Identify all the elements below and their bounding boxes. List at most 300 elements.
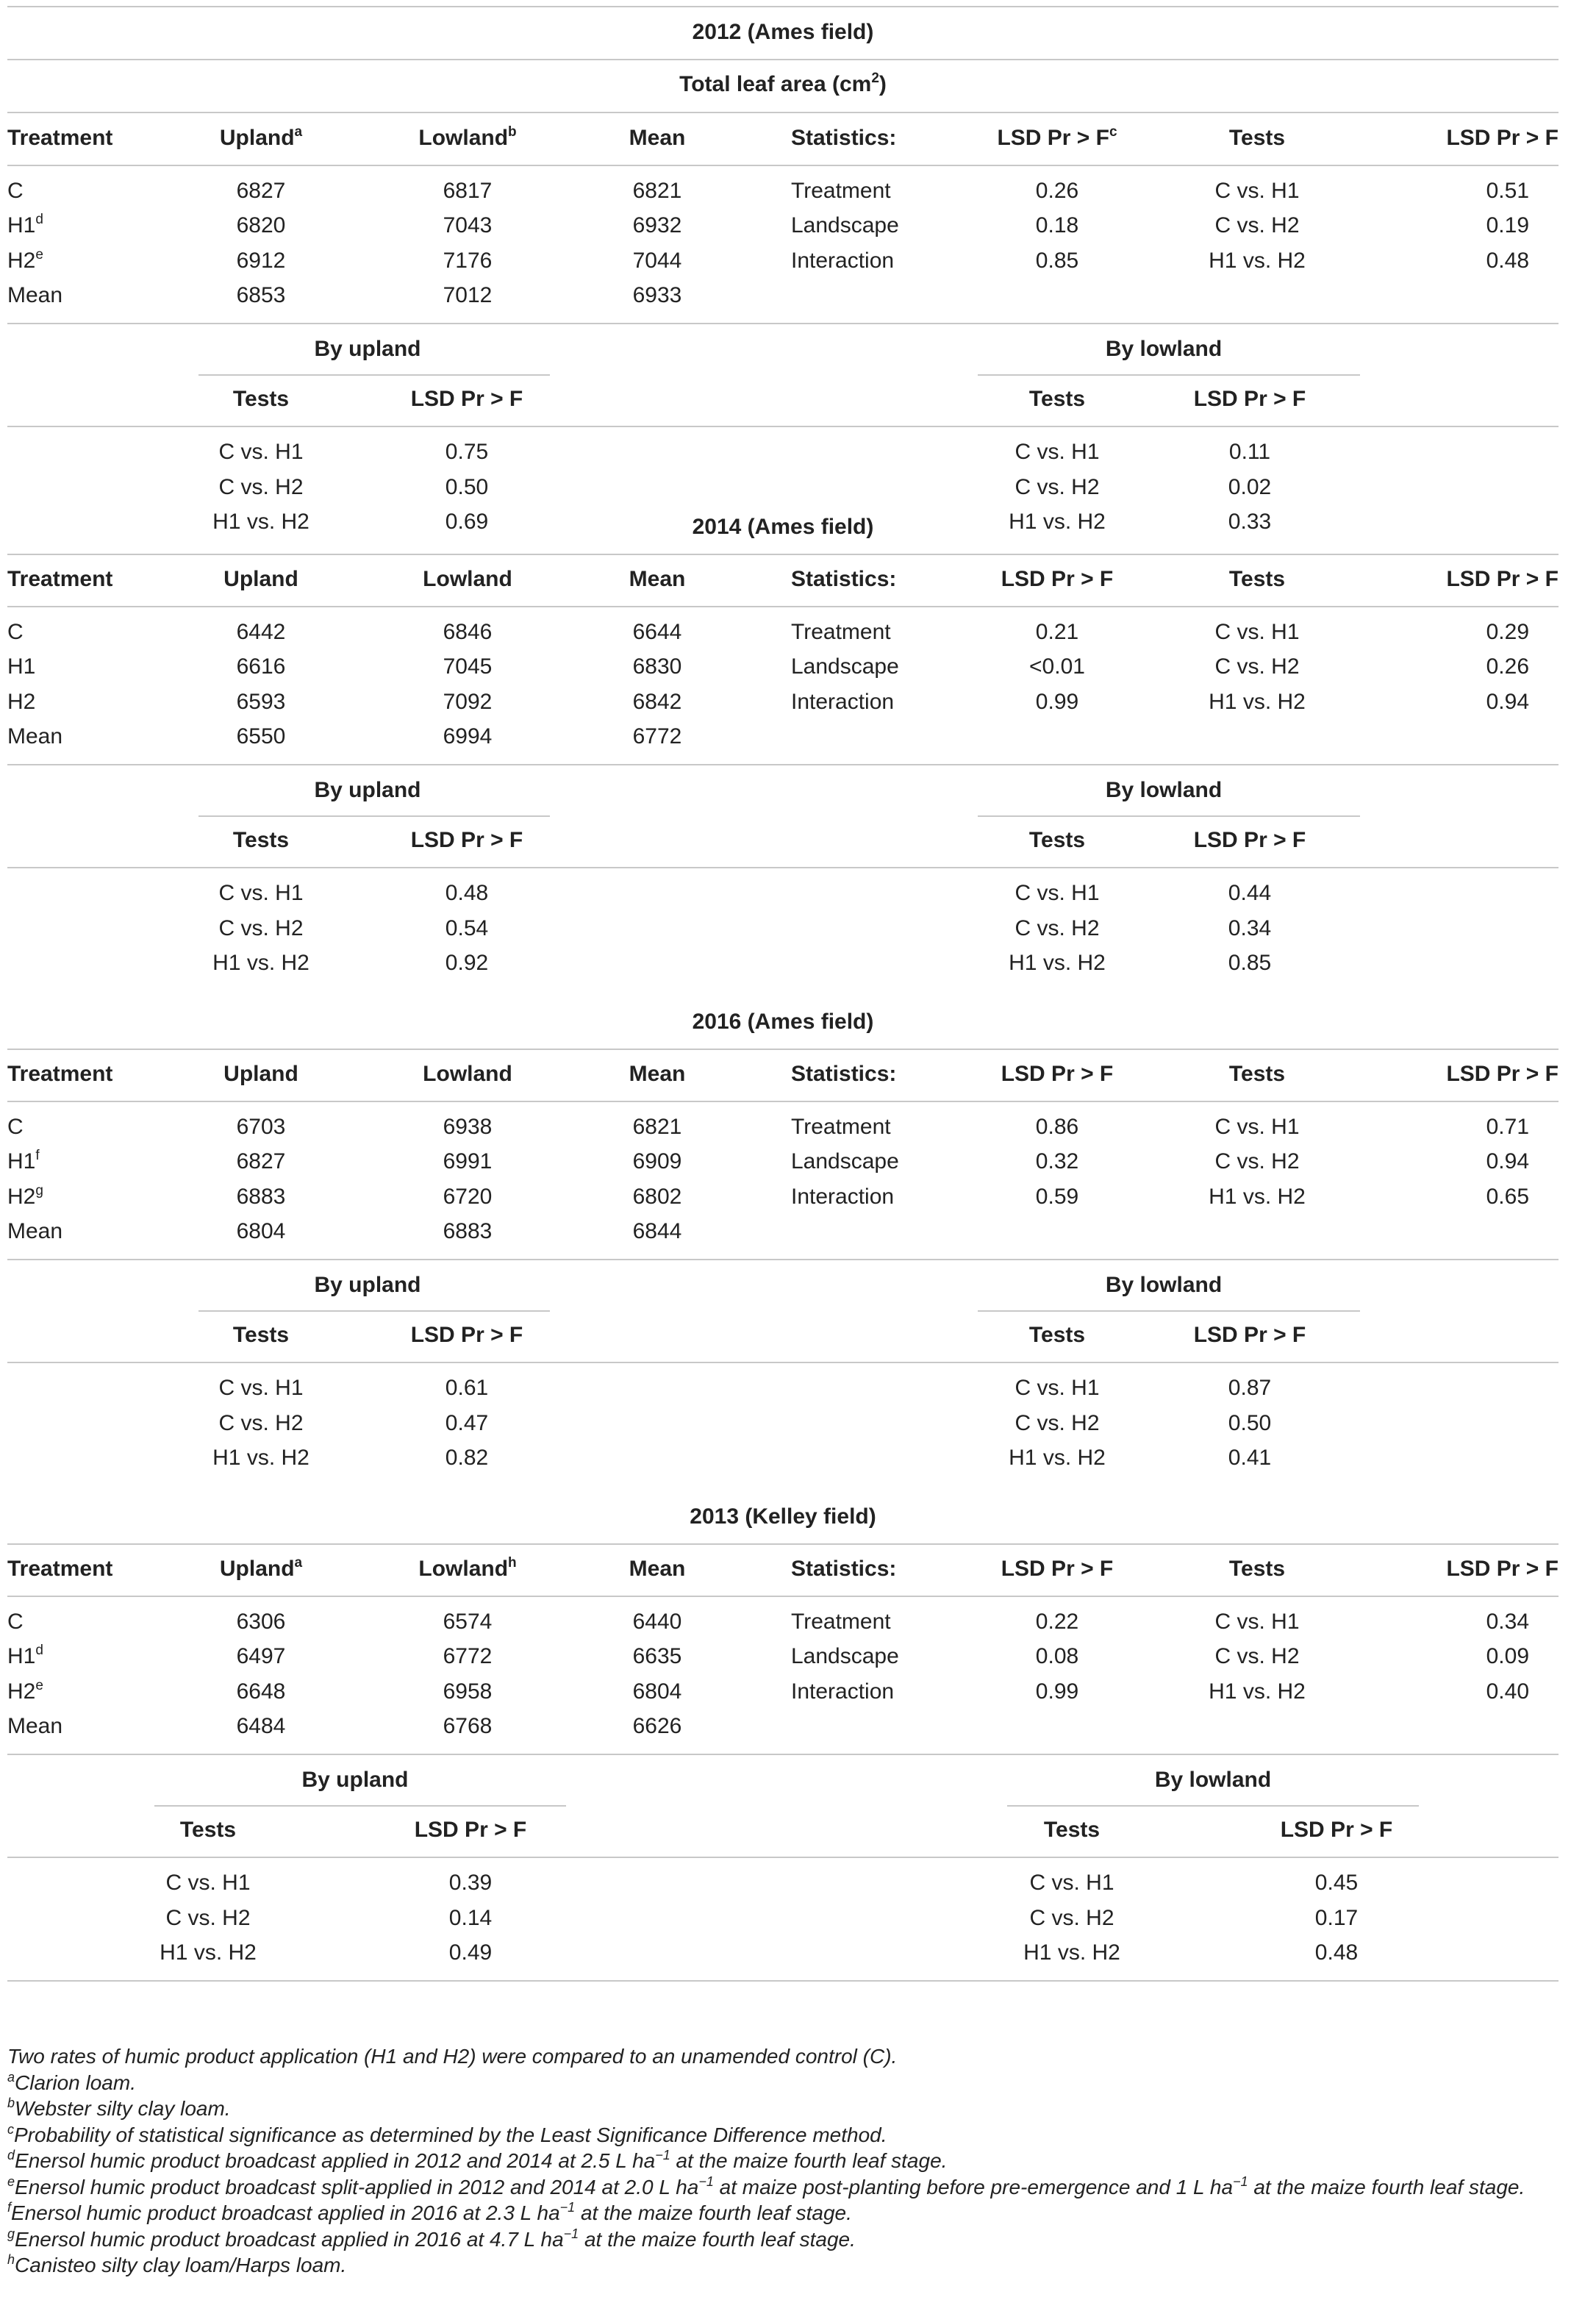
footnote-unit-sup: −1 xyxy=(1233,2174,1248,2189)
lowland-cell: 6958 xyxy=(443,1679,493,1704)
by-upland-test: H1 vs. H2 xyxy=(160,1940,257,1965)
test-name: C vs. H1 xyxy=(1214,620,1300,644)
treatment-cell-footnote-mark: g xyxy=(35,1182,43,1199)
statistic-name: Interaction xyxy=(791,248,895,273)
lowland-cell: 6817 xyxy=(443,179,493,203)
sub-header-rule xyxy=(7,426,1559,427)
treatment-cell xyxy=(7,212,43,239)
test-value: 0.94 xyxy=(1486,689,1529,714)
header-rule xyxy=(7,1101,1559,1102)
lowland-cell: 6991 xyxy=(443,1149,493,1174)
treatment-cell-text: C xyxy=(7,179,24,203)
footnote-unit-sup: −1 xyxy=(655,2148,670,2162)
header-lsd xyxy=(1001,566,1114,593)
header-upland xyxy=(220,1556,302,1582)
header-treatment: Treatment xyxy=(7,126,113,150)
by-upland-test: H1 vs. H2 xyxy=(212,950,309,975)
lowland-cell: 6574 xyxy=(443,1610,493,1634)
statistic-name: Landscape xyxy=(791,654,899,679)
footnote-text: Webster silty clay loam. xyxy=(15,2097,231,2120)
subtitle-sup: 2 xyxy=(871,71,879,86)
header-treatment: Treatment xyxy=(7,1557,113,1581)
treatment-cell xyxy=(7,1114,24,1140)
by-upland-test: C vs. H1 xyxy=(218,881,304,906)
upland-cell: 6804 xyxy=(236,1218,286,1243)
footnote-text: Enersol humic product broadcast applied in 2016 at 2.3 L ha xyxy=(11,2201,560,2224)
treatment-cell-text: H1 xyxy=(7,213,36,238)
sub-header-rule xyxy=(7,867,1559,868)
upland-cell: 6827 xyxy=(236,179,286,203)
test-name: C vs. H1 xyxy=(1214,1115,1300,1139)
upland-cell: 6820 xyxy=(236,213,286,238)
by-lowland-value: 0.11 xyxy=(1228,440,1271,465)
lowland-cell: 6720 xyxy=(443,1184,493,1209)
by-upland-test: C vs. H1 xyxy=(218,440,304,465)
header-statistics: Statistics: xyxy=(791,1062,897,1086)
statistic-name: Interaction xyxy=(791,689,895,714)
statistic-name: Interaction xyxy=(791,1679,895,1704)
mean-cell: 6626 xyxy=(632,1713,682,1738)
test-name: H1 vs. H2 xyxy=(1209,1679,1306,1704)
by-upland-value: 0.69 xyxy=(445,509,489,534)
upland-cell: 6593 xyxy=(236,689,286,714)
by-lowland-test: C vs. H2 xyxy=(1015,1410,1100,1435)
by-upland-value: 0.48 xyxy=(445,881,489,906)
footnote-unit-sup: −1 xyxy=(559,2200,576,2215)
treatment-cell-text: H2 xyxy=(7,248,36,273)
header-lowland xyxy=(423,1061,512,1087)
section-title: 2016 (Ames field) xyxy=(692,1010,874,1034)
header-lsd-text: LSD Pr > F xyxy=(997,126,1109,150)
top-rule xyxy=(7,6,1559,7)
statistic-name: Landscape xyxy=(791,1644,899,1669)
upland-cell: 6442 xyxy=(236,620,286,644)
header-lowland-text: Lowland xyxy=(418,126,509,150)
test-value: 0.34 xyxy=(1486,1610,1529,1634)
lowland-cell: 6883 xyxy=(443,1218,493,1243)
statistic-value: 0.22 xyxy=(1035,1610,1079,1634)
header-treatment: Treatment xyxy=(7,567,113,591)
by-lowland-test: H1 vs. H2 xyxy=(1009,509,1106,534)
by-lowland-test: C vs. H1 xyxy=(1015,440,1100,465)
by-upland-value: 0.75 xyxy=(445,440,489,465)
footnote-text: Enersol humic product broadcast applied in 2012 and 2014 at 2.5 L ha xyxy=(15,2149,656,2172)
footnote-unit-sup: −1 xyxy=(563,2226,579,2241)
mean-cell: 6932 xyxy=(632,213,682,238)
header-statistics: Statistics: xyxy=(791,1557,897,1581)
statistic-name: Treatment xyxy=(791,179,891,203)
by-upland-value: 0.54 xyxy=(445,915,489,940)
test-value: 0.94 xyxy=(1486,1149,1529,1174)
mean-cell: 6440 xyxy=(632,1610,682,1634)
by-upland-test: C vs. H2 xyxy=(218,1410,304,1435)
upland-cell: 6497 xyxy=(236,1644,286,1669)
by-upland-value: 0.61 xyxy=(445,1376,489,1401)
section-title: 2014 (Ames field) xyxy=(692,515,874,539)
by-upland-test: C vs. H2 xyxy=(218,915,304,940)
footnote-text: Clarion loam. xyxy=(15,2071,136,2094)
upland-cell: 6827 xyxy=(236,1149,286,1174)
rows-bottom-rule xyxy=(7,1259,1559,1260)
subtitle-rule xyxy=(7,112,1559,113)
treatment-cell xyxy=(7,1218,62,1245)
treatment-cell-text: H2 xyxy=(7,1679,36,1704)
treatment-cell-text: H1 xyxy=(7,654,36,679)
header-lsd-text: LSD Pr > F xyxy=(1001,1557,1114,1581)
by-upland-tests-header: Tests xyxy=(232,387,290,412)
subtitle-tail: ) xyxy=(878,72,887,96)
sub-table-rule xyxy=(978,815,1360,817)
header-upland-text: Upland xyxy=(219,1557,295,1581)
footnote xyxy=(7,2201,852,2226)
mean-cell: 6821 xyxy=(632,1115,682,1139)
by-upland-test: C vs. H2 xyxy=(165,1905,251,1930)
treatment-cell-footnote-mark: d xyxy=(35,1643,43,1659)
by-upland-test: H1 vs. H2 xyxy=(212,509,309,534)
by-lowland-test: H1 vs. H2 xyxy=(1009,950,1106,975)
test-name: C vs. H2 xyxy=(1214,213,1300,238)
by-lowland-lsd-header: LSD Pr > F xyxy=(1193,1323,1306,1348)
footnote-text: Canisteo silty clay loam/Harps loam. xyxy=(15,2254,347,2276)
by-upland-title: By upland xyxy=(314,1273,421,1298)
footnote xyxy=(7,2123,887,2148)
mean-cell: 6830 xyxy=(632,654,682,679)
header-upland-text: Upland xyxy=(223,1062,298,1086)
by-upland-tests-header: Tests xyxy=(179,1818,237,1843)
by-lowland-test: C vs. H2 xyxy=(1015,915,1100,940)
treatment-cell xyxy=(7,1713,62,1740)
mean-cell: 6802 xyxy=(632,1184,682,1209)
test-name: C vs. H2 xyxy=(1214,1644,1300,1669)
treatment-cell-text: Mean xyxy=(7,282,63,307)
by-upland-lsd-header: LSD Pr > F xyxy=(414,1818,527,1843)
header-lowland-text: Lowland xyxy=(423,1062,512,1086)
treatment-cell-text: C xyxy=(7,1115,24,1139)
statistic-value: 0.59 xyxy=(1035,1184,1079,1209)
by-upland-test: C vs. H2 xyxy=(218,474,304,499)
header-lsd-text: LSD Pr > F xyxy=(1001,1062,1114,1086)
footnote-text: at the maize fourth leaf stage. xyxy=(670,2149,948,2172)
header-rule xyxy=(7,606,1559,607)
upland-cell: 6912 xyxy=(236,248,286,273)
by-upland-lsd-header: LSD Pr > F xyxy=(410,387,523,412)
by-upland-lsd-header: LSD Pr > F xyxy=(410,1323,523,1348)
header-lsd-tests: LSD Pr > F xyxy=(1446,1557,1559,1581)
table-subtitle xyxy=(679,71,887,98)
header-lsd-tests: LSD Pr > F xyxy=(1446,126,1559,150)
footnote xyxy=(7,2071,136,2096)
header-statistics: Statistics: xyxy=(791,126,897,150)
test-value: 0.48 xyxy=(1486,248,1529,273)
footnote-text: at the maize fourth leaf stage. xyxy=(1248,2175,1525,2199)
by-lowland-value: 0.50 xyxy=(1228,1410,1272,1435)
by-lowland-value: 0.34 xyxy=(1228,915,1272,940)
statistic-value: 0.86 xyxy=(1035,1115,1079,1139)
upland-cell: 6703 xyxy=(236,1115,286,1139)
section-title-rule xyxy=(7,554,1559,555)
footnote-text: at the maize fourth leaf stage. xyxy=(579,2227,856,2251)
header-treatment: Treatment xyxy=(7,1062,113,1086)
by-lowland-lsd-header: LSD Pr > F xyxy=(1193,387,1306,412)
header-lsd xyxy=(1001,1556,1114,1582)
mean-cell: 7044 xyxy=(632,248,682,273)
by-lowland-value: 0.02 xyxy=(1228,474,1272,499)
mean-cell: 6772 xyxy=(632,724,682,749)
header-tests: Tests xyxy=(1228,126,1286,150)
sub-header-rule xyxy=(7,1362,1559,1363)
lowland-cell: 7092 xyxy=(443,689,493,714)
header-lsd-tests: LSD Pr > F xyxy=(1446,1062,1559,1086)
header-mean: Mean xyxy=(629,567,686,591)
by-lowland-tests-header: Tests xyxy=(1028,828,1086,853)
footnote xyxy=(7,2044,897,2069)
mean-cell: 6844 xyxy=(632,1218,682,1243)
by-lowland-value: 0.44 xyxy=(1228,881,1272,906)
upland-cell: 6306 xyxy=(236,1610,286,1634)
header-upland-text: Upland xyxy=(219,126,295,150)
footnote xyxy=(7,2253,346,2278)
by-lowland-value: 0.17 xyxy=(1314,1905,1359,1930)
footnote xyxy=(7,2096,231,2121)
by-upland-value: 0.47 xyxy=(445,1410,489,1435)
table-bottom-rule xyxy=(7,1980,1559,1982)
by-upland-value: 0.49 xyxy=(448,1940,493,1965)
header-mean: Mean xyxy=(629,1062,686,1086)
by-lowland-value: 0.41 xyxy=(1228,1445,1272,1470)
treatment-cell-footnote-mark: e xyxy=(35,1677,43,1693)
statistic-name: Treatment xyxy=(791,1610,891,1634)
header-lsd-tests: LSD Pr > F xyxy=(1446,567,1559,591)
treatment-cell xyxy=(7,1679,43,1705)
test-value: 0.09 xyxy=(1486,1644,1529,1669)
header-upland-footnote-mark: a xyxy=(294,124,303,140)
mean-cell: 6821 xyxy=(632,179,682,203)
test-name: H1 vs. H2 xyxy=(1209,1184,1306,1209)
header-lowland-text: Lowland xyxy=(418,1557,509,1581)
upland-cell: 6484 xyxy=(236,1713,286,1738)
mean-cell: 6635 xyxy=(632,1644,682,1669)
statistic-value: <0.01 xyxy=(1029,654,1085,679)
header-mean: Mean xyxy=(629,1557,686,1581)
treatment-cell xyxy=(7,1609,24,1635)
test-value: 0.19 xyxy=(1486,213,1529,238)
header-lsd-text: LSD Pr > F xyxy=(1001,567,1114,591)
footnote-text: at maize post-planting before pre-emergence and 1 L ha xyxy=(713,2175,1234,2199)
lowland-cell: 6938 xyxy=(443,1115,493,1139)
statistic-value: 0.85 xyxy=(1035,248,1079,273)
treatment-cell-footnote-mark: d xyxy=(35,212,43,228)
footnote-text: Two rates of humic product application (H1 and H2) were compared to an unamended control (C). xyxy=(7,2045,898,2068)
sub-table-rule xyxy=(154,1805,566,1807)
lowland-cell: 6768 xyxy=(443,1713,493,1738)
statistic-value: 0.99 xyxy=(1035,1679,1079,1704)
test-name: C vs. H1 xyxy=(1214,179,1300,203)
by-lowland-tests-header: Tests xyxy=(1028,1323,1086,1348)
by-upland-title: By upland xyxy=(314,778,421,803)
header-rule xyxy=(7,1596,1559,1597)
header-upland xyxy=(220,125,302,151)
by-upland-title: By upland xyxy=(301,1768,409,1793)
upland-cell: 6883 xyxy=(236,1184,286,1209)
statistic-value: 0.21 xyxy=(1035,620,1079,644)
by-lowland-value: 0.48 xyxy=(1314,1940,1359,1965)
test-name: H1 vs. H2 xyxy=(1209,689,1306,714)
header-upland-text: Upland xyxy=(223,567,298,591)
treatment-cell xyxy=(7,1149,40,1175)
mean-cell: 6909 xyxy=(632,1149,682,1174)
header-lowland-footnote-mark: b xyxy=(508,124,517,140)
test-value: 0.65 xyxy=(1486,1184,1529,1209)
by-lowland-value: 0.33 xyxy=(1228,509,1272,534)
by-lowland-value: 0.87 xyxy=(1228,1376,1272,1401)
by-upland-test: C vs. H1 xyxy=(218,1376,304,1401)
footnote-mark: c xyxy=(7,2121,14,2137)
by-lowland-title: By lowland xyxy=(1105,778,1223,803)
treatment-cell xyxy=(7,619,24,646)
footnote-text: Enersol humic product broadcast split-applied in 2012 and 2014 at 2.0 L ha xyxy=(15,2175,699,2199)
upland-cell: 6648 xyxy=(236,1679,286,1704)
treatment-cell-text: H1 xyxy=(7,1644,36,1669)
footnote-mark: d xyxy=(7,2148,15,2162)
test-name: C vs. H2 xyxy=(1214,1149,1300,1174)
treatment-cell xyxy=(7,654,35,680)
test-value: 0.40 xyxy=(1486,1679,1529,1704)
by-lowland-test: C vs. H1 xyxy=(1015,881,1100,906)
subtitle-text: Total leaf area (cm xyxy=(679,72,872,96)
header-statistics: Statistics: xyxy=(791,567,897,591)
footnote-mark: h xyxy=(7,2252,15,2267)
statistic-name: Landscape xyxy=(791,1149,899,1174)
treatment-cell xyxy=(7,178,24,204)
by-lowland-value: 0.45 xyxy=(1314,1871,1359,1896)
by-lowland-test: C vs. H2 xyxy=(1029,1905,1114,1930)
by-lowland-tests-header: Tests xyxy=(1028,387,1086,412)
test-value: 0.26 xyxy=(1486,654,1529,679)
by-upland-value: 0.39 xyxy=(448,1871,493,1896)
section-title-rule xyxy=(7,1543,1559,1545)
statistic-value: 0.99 xyxy=(1035,689,1079,714)
footnote-mark: a xyxy=(7,2069,15,2085)
treatment-cell-text: Mean xyxy=(7,1713,63,1738)
lowland-cell: 7045 xyxy=(443,654,493,679)
footnote-text: Enersol humic product broadcast applied in 2016 at 4.7 L ha xyxy=(15,2227,564,2251)
header-upland xyxy=(223,1061,298,1087)
header-lowland xyxy=(418,125,516,151)
header-lowland xyxy=(423,566,512,593)
statistic-name: Landscape xyxy=(791,213,899,238)
treatment-cell-footnote-mark: f xyxy=(35,1148,40,1164)
treatment-cell xyxy=(7,248,43,274)
footnote-mark: e xyxy=(7,2174,15,2189)
header-tests: Tests xyxy=(1228,567,1286,591)
section-title-rule xyxy=(7,59,1559,60)
statistic-name: Treatment xyxy=(791,1115,891,1139)
test-name: H1 vs. H2 xyxy=(1209,248,1306,273)
treatment-cell xyxy=(7,689,35,715)
by-lowland-test: C vs. H1 xyxy=(1029,1871,1114,1896)
header-upland-footnote-mark: a xyxy=(294,1555,303,1571)
lowland-cell: 7043 xyxy=(443,213,493,238)
by-upland-value: 0.50 xyxy=(445,474,489,499)
mean-cell: 6842 xyxy=(632,689,682,714)
test-name: C vs. H2 xyxy=(1214,654,1300,679)
header-lowland xyxy=(418,1556,516,1582)
footnote xyxy=(7,2227,856,2252)
header-lsd-footnote-mark: c xyxy=(1109,124,1117,140)
lowland-cell: 6846 xyxy=(443,620,493,644)
treatment-cell xyxy=(7,282,62,309)
by-upland-tests-header: Tests xyxy=(232,828,290,853)
treatment-cell-text: C xyxy=(7,1610,24,1634)
sub-table-rule xyxy=(198,815,550,817)
treatment-cell-text: C xyxy=(7,620,24,644)
sub-table-rule xyxy=(198,1310,550,1312)
footnote-mark: b xyxy=(7,2096,15,2110)
statistic-value: 0.32 xyxy=(1035,1149,1079,1174)
mean-cell: 6804 xyxy=(632,1679,682,1704)
test-value: 0.51 xyxy=(1486,179,1529,203)
footnote xyxy=(7,2175,1525,2200)
by-lowland-title: By lowland xyxy=(1105,337,1223,362)
header-mean: Mean xyxy=(629,126,686,150)
sub-table-rule xyxy=(198,374,550,376)
test-name: C vs. H1 xyxy=(1214,1610,1300,1634)
statistic-name: Treatment xyxy=(791,620,891,644)
by-upland-value: 0.92 xyxy=(445,950,489,975)
rows-bottom-rule xyxy=(7,764,1559,765)
header-rule xyxy=(7,165,1559,166)
section-title-rule xyxy=(7,1049,1559,1050)
by-lowland-value: 0.85 xyxy=(1228,950,1272,975)
footnote xyxy=(7,2149,947,2174)
header-lsd xyxy=(997,125,1117,151)
by-upland-test: H1 vs. H2 xyxy=(212,1445,309,1470)
by-lowland-title: By lowland xyxy=(1105,1273,1223,1298)
by-upland-value: 0.82 xyxy=(445,1445,489,1470)
by-lowland-test: H1 vs. H2 xyxy=(1009,1445,1106,1470)
statistic-value: 0.08 xyxy=(1035,1644,1079,1669)
treatment-cell-text: H2 xyxy=(7,1184,36,1209)
lowland-cell: 6772 xyxy=(443,1644,493,1669)
lowland-cell: 7176 xyxy=(443,248,493,273)
rows-bottom-rule xyxy=(7,323,1559,324)
by-upland-test: C vs. H1 xyxy=(165,1871,251,1896)
sub-table-rule xyxy=(978,1310,1360,1312)
treatment-cell-text: Mean xyxy=(7,724,63,749)
by-upland-lsd-header: LSD Pr > F xyxy=(410,828,523,853)
mean-cell: 6644 xyxy=(632,620,682,644)
by-lowland-tests-header: Tests xyxy=(1043,1818,1101,1843)
footnote-mark: g xyxy=(7,2226,15,2241)
footnote-unit-sup: −1 xyxy=(698,2174,714,2189)
by-upland-tests-header: Tests xyxy=(232,1323,290,1348)
footnote-text: at the maize fourth leaf stage. xyxy=(575,2201,852,2224)
header-tests: Tests xyxy=(1228,1557,1286,1581)
header-lowland-text: Lowland xyxy=(423,567,512,591)
by-lowland-test: C vs. H2 xyxy=(1015,474,1100,499)
treatment-cell-footnote-mark: e xyxy=(35,246,43,262)
upland-cell: 6550 xyxy=(236,724,286,749)
statistic-value: 0.18 xyxy=(1035,213,1079,238)
upland-cell: 6853 xyxy=(236,282,286,307)
by-lowland-title: By lowland xyxy=(1154,1768,1272,1793)
header-tests: Tests xyxy=(1228,1062,1286,1086)
header-lowland-footnote-mark: h xyxy=(508,1555,517,1571)
statistic-name: Interaction xyxy=(791,1184,895,1209)
by-upland-value: 0.14 xyxy=(448,1905,493,1930)
footnote-text: Probability of statistical significance as determined by the Least Significance Difference method. xyxy=(14,2123,887,2146)
test-value: 0.71 xyxy=(1486,1115,1529,1139)
